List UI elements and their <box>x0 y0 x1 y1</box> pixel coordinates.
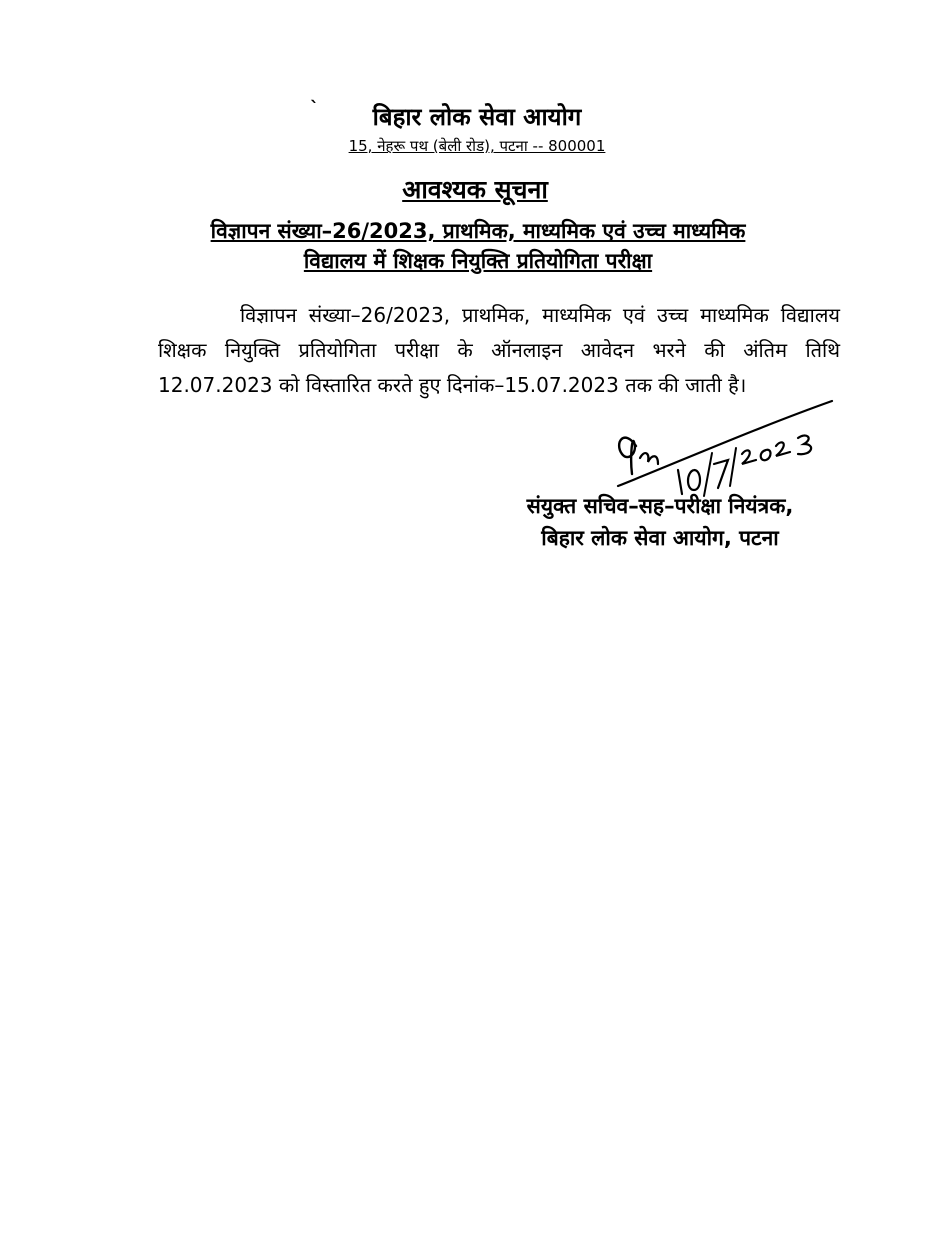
notice-heading: आवश्यक सूचना <box>402 175 548 204</box>
stray-mark: ` <box>310 98 319 119</box>
organization-address: 15, नेहरू पथ (बेली रोड), पटना -- 800001 <box>348 137 606 155</box>
signatory-office: बिहार लोक सेवा आयोग, पटना <box>541 526 779 550</box>
subject-line-1: विज्ञापन संख्या–26/2023, प्राथमिक, माध्यमिक एवं उच्च माध्यमिक <box>210 219 746 243</box>
signatory-block <box>470 490 850 554</box>
signatory-designation: संयुक्त सचिव–सह–परीक्षा नियंत्रक, <box>526 494 794 518</box>
notice-body: विज्ञापन संख्या–26/2023, प्राथमिक, माध्यमिक एवं उच्च माध्यमिक विद्यालय शिक्षक नियुक्ति प्रतियोगिता परीक्षा के ऑनलाइन आवेदन भरने की अंतिम तिथि 12.07.2023 को विस्तारित करते हुए दिनांक–15.07.2023 तक की जाती है। <box>158 303 840 397</box>
notice-subject <box>120 216 836 276</box>
organization-title: बिहार लोक सेवा आयोग <box>372 103 582 131</box>
subject-line-2: विद्यालय में शिक्षक नियुक्ति प्रतियोगिता परीक्षा <box>303 249 653 273</box>
